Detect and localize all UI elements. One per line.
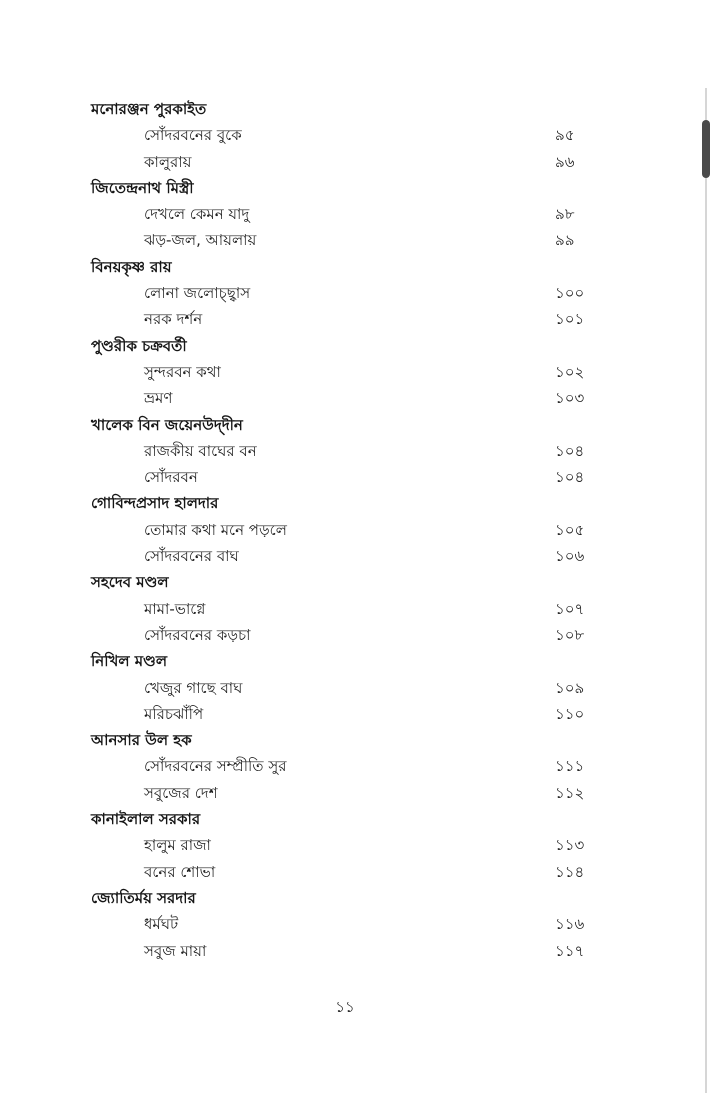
toc-group bbox=[91, 175, 611, 254]
scrollbar-thumb[interactable] bbox=[702, 120, 710, 178]
entry-page-number: ১০৫ bbox=[555, 520, 585, 539]
toc-entry[interactable] bbox=[91, 938, 611, 964]
toc-entry[interactable] bbox=[91, 859, 611, 885]
author-heading: পুণ্ডরীক চক্রবর্তী bbox=[91, 336, 187, 355]
toc-entry[interactable] bbox=[91, 911, 611, 937]
entry-title: কালুরায় bbox=[144, 152, 192, 171]
entry-page-number: ১১২ bbox=[555, 783, 585, 802]
author-heading: সহদেব মণ্ডল bbox=[91, 573, 169, 592]
toc-group bbox=[91, 806, 611, 885]
toc-group bbox=[91, 490, 611, 569]
toc-entry[interactable] bbox=[91, 543, 611, 569]
entry-title: খেজুর গাছে বাঘ bbox=[144, 678, 243, 697]
page-number-footer: ১১ bbox=[335, 998, 355, 1016]
author-heading: বিনয়কৃষ্ণ রায় bbox=[91, 257, 172, 276]
toc-group bbox=[91, 885, 611, 964]
entry-title: লোনা জলোচ্ছ্বাস bbox=[144, 284, 251, 303]
entry-title: নরক দর্শন bbox=[144, 310, 203, 329]
author-heading: মনোরঞ্জন পুরকাইত bbox=[91, 100, 207, 118]
entry-title: দেখলে কেমন যাদু bbox=[144, 205, 250, 224]
entry-title: সবুজের দেশ bbox=[144, 783, 218, 802]
entry-title: সোঁদরবনের বাঘ bbox=[144, 547, 239, 566]
author-heading: খালেক বিন জয়েনউদ্‌দীন bbox=[91, 415, 243, 434]
entry-page-number: ১০২ bbox=[555, 362, 585, 381]
entry-page-number: ১০৭ bbox=[555, 599, 585, 618]
author-heading: আনসার উল হক bbox=[91, 731, 192, 750]
toc-group bbox=[91, 254, 611, 333]
entry-title: ধর্মঘট bbox=[144, 915, 179, 934]
entry-title: সোঁদরবনের বুকে bbox=[144, 126, 242, 145]
author-heading: গোবিন্দপ্রসাদ হালদার bbox=[91, 494, 219, 513]
toc-entry[interactable] bbox=[91, 122, 611, 148]
entry-page-number: ১১০ bbox=[555, 704, 585, 723]
entry-title: তোমার কথা মনে পড়লে bbox=[144, 520, 287, 539]
entry-title: মামা-ভাগ্নে bbox=[144, 599, 206, 618]
entry-page-number: ১১১ bbox=[555, 757, 585, 776]
toc-entry[interactable] bbox=[91, 464, 611, 490]
toc-entry[interactable] bbox=[91, 622, 611, 648]
entry-title: ঝড়-জল, আয়লায় bbox=[144, 231, 257, 250]
entry-title: রাজকীয় বাঘের বন bbox=[144, 441, 257, 460]
toc-entry[interactable] bbox=[91, 701, 611, 727]
entry-title: সুন্দরবন কথা bbox=[144, 362, 221, 381]
toc-group bbox=[91, 412, 611, 491]
entry-page-number: ১০৯ bbox=[555, 678, 585, 697]
entry-page-number: ১০৪ bbox=[555, 441, 585, 460]
toc-entry[interactable] bbox=[91, 306, 611, 332]
entry-page-number: ৯৯ bbox=[555, 231, 575, 250]
entry-page-number: ১১৬ bbox=[555, 915, 585, 934]
toc-group bbox=[91, 648, 611, 727]
author-heading: জ্যোতির্ময় সরদার bbox=[91, 888, 196, 907]
entry-page-number: ১১৪ bbox=[555, 862, 585, 881]
toc-entry[interactable] bbox=[91, 201, 611, 227]
toc-group bbox=[91, 727, 611, 806]
toc-entry[interactable] bbox=[91, 385, 611, 411]
entry-title: মরিচঝাঁপি bbox=[144, 704, 204, 723]
entry-page-number: ১০৮ bbox=[555, 625, 585, 644]
entry-page-number: ৯৬ bbox=[555, 152, 575, 171]
toc-entry[interactable] bbox=[91, 780, 611, 806]
entry-page-number: ১১৭ bbox=[555, 941, 585, 960]
toc-group bbox=[91, 569, 611, 648]
toc-entry[interactable] bbox=[91, 359, 611, 385]
toc-entry[interactable] bbox=[91, 149, 611, 175]
entry-page-number: ৯৮ bbox=[555, 205, 575, 224]
entry-title: বনের শোভা bbox=[144, 862, 216, 881]
toc-entry[interactable] bbox=[91, 438, 611, 464]
entry-page-number: ১০৪ bbox=[555, 468, 585, 487]
author-heading: জিতেন্দ্রনাথ মিস্ত্রী bbox=[91, 178, 194, 197]
toc-entry[interactable] bbox=[91, 596, 611, 622]
entry-page-number: ১০৩ bbox=[555, 389, 585, 408]
toc-entry[interactable] bbox=[91, 517, 611, 543]
toc-entry[interactable] bbox=[91, 753, 611, 779]
entry-title: সোঁদরবনের সম্প্রীতি সুর bbox=[144, 757, 287, 776]
toc-group bbox=[91, 96, 611, 175]
scrollbar-track[interactable] bbox=[705, 88, 707, 1093]
toc-group bbox=[91, 333, 611, 412]
toc-entry[interactable] bbox=[91, 227, 611, 253]
entry-page-number: ৯৫ bbox=[555, 126, 575, 145]
toc-entry[interactable] bbox=[91, 675, 611, 701]
entry-title: সবুজ মায়া bbox=[144, 941, 207, 960]
table-of-contents bbox=[91, 96, 611, 964]
entry-title: ভ্রমণ bbox=[144, 389, 173, 408]
author-heading: কানাইলাল সরকার bbox=[91, 810, 201, 829]
author-heading: নিখিল মণ্ডল bbox=[91, 652, 168, 671]
entry-title: সোঁদরবনের কড়চা bbox=[144, 625, 251, 644]
entry-page-number: ১০৬ bbox=[555, 547, 585, 566]
entry-title: সোঁদরবন bbox=[144, 468, 198, 487]
toc-entry[interactable] bbox=[91, 832, 611, 858]
entry-title: হালুম রাজা bbox=[144, 836, 211, 855]
entry-page-number: ১১৩ bbox=[555, 836, 585, 855]
entry-page-number: ১০০ bbox=[555, 284, 585, 303]
toc-entry[interactable] bbox=[91, 280, 611, 306]
entry-page-number: ১০১ bbox=[555, 310, 585, 329]
